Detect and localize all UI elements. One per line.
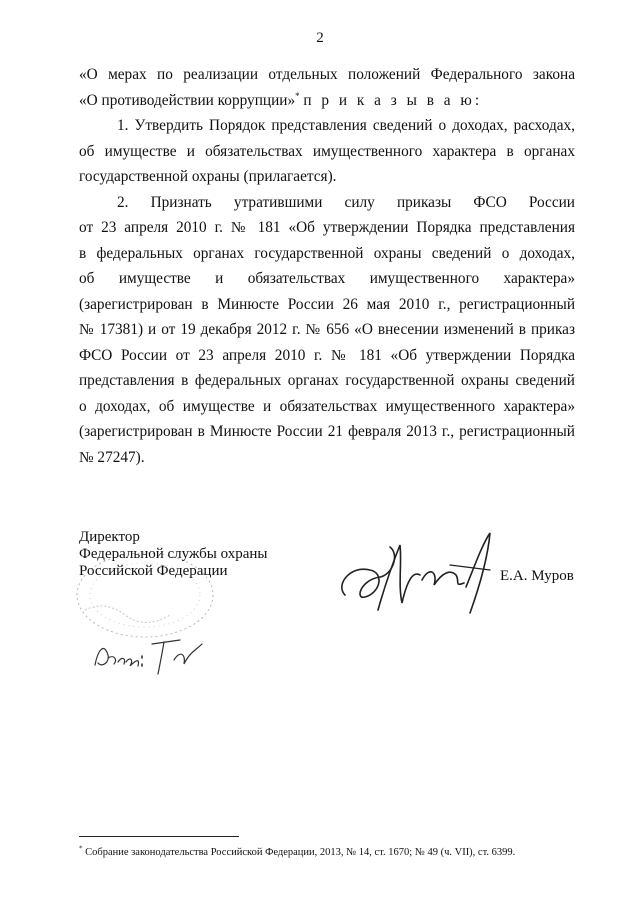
footnote-divider xyxy=(79,836,239,837)
item2-line: 2. Признать утратившими силу приказы ФСО России xyxy=(117,193,575,211)
handwritten-certification-note xyxy=(90,630,210,680)
footnote-text: Собрание законодательства Российской Федерации, 2013, № 14, ст. 1670; № 49 (ч. VII), ст. 6399. xyxy=(85,847,516,858)
item2-line: представления в федеральных органах государственной охраны сведений xyxy=(79,372,575,389)
signatory-title-line: Федеральной службы охраны xyxy=(79,546,268,562)
signatory-title-line: Российской Федерации xyxy=(79,563,228,579)
item2-line: в федеральных органах государственной охраны сведений о доходах, xyxy=(79,244,575,262)
item2-line: от 23 апреля 2010 г. № 181 «Об утверждении Порядка представления xyxy=(79,219,575,236)
page-number: 2 xyxy=(316,30,324,46)
item1-line: об имуществе и обязательствах имущественного характера в органах xyxy=(79,142,575,160)
item2-line: № 27247). xyxy=(79,448,145,466)
item2-line: № 17381) и от 19 декабря 2012 г. № 656 «О внесении изменений в приказ xyxy=(79,321,575,338)
item1-line: государственной охраны (прилагается). xyxy=(79,168,337,185)
signatory-title-line: Директор xyxy=(79,529,140,545)
intro-line-2 xyxy=(79,88,575,114)
footnote xyxy=(79,844,516,858)
order-word: п р и к а з ы в а ю: xyxy=(303,91,483,109)
item2-line: (зарегистрирован в Минюсте России 26 мая 2010 г., регистрационный xyxy=(79,295,575,313)
signatory-name: Е.А. Муров xyxy=(500,568,574,584)
footnote-mark: * xyxy=(295,90,300,101)
item2-line: ФСО России от 23 апреля 2010 г. № 181 «Об утверждении Порядка xyxy=(79,346,575,364)
item2-line: о доходах, об имуществе и обязательствах имущественного характера» xyxy=(79,397,575,415)
signatory-title xyxy=(79,529,267,580)
item2-line: об имуществе и обязательствах имущественного характера» xyxy=(79,270,575,287)
intro-law-title: «О противодействии коррупции» xyxy=(79,91,296,109)
document-body xyxy=(79,62,575,470)
item2-line: (зарегистрирован в Минюсте России 21 февраля 2013 г., регистрационный xyxy=(79,423,575,440)
intro-line-1: «О мерах по реализации отдельных положений Федерального закона xyxy=(79,66,575,83)
handwritten-signature xyxy=(330,525,515,620)
item1-line: 1. Утвердить Порядок представления сведений о доходах, расходах, xyxy=(117,117,575,134)
footnote-mark: * xyxy=(79,844,83,853)
